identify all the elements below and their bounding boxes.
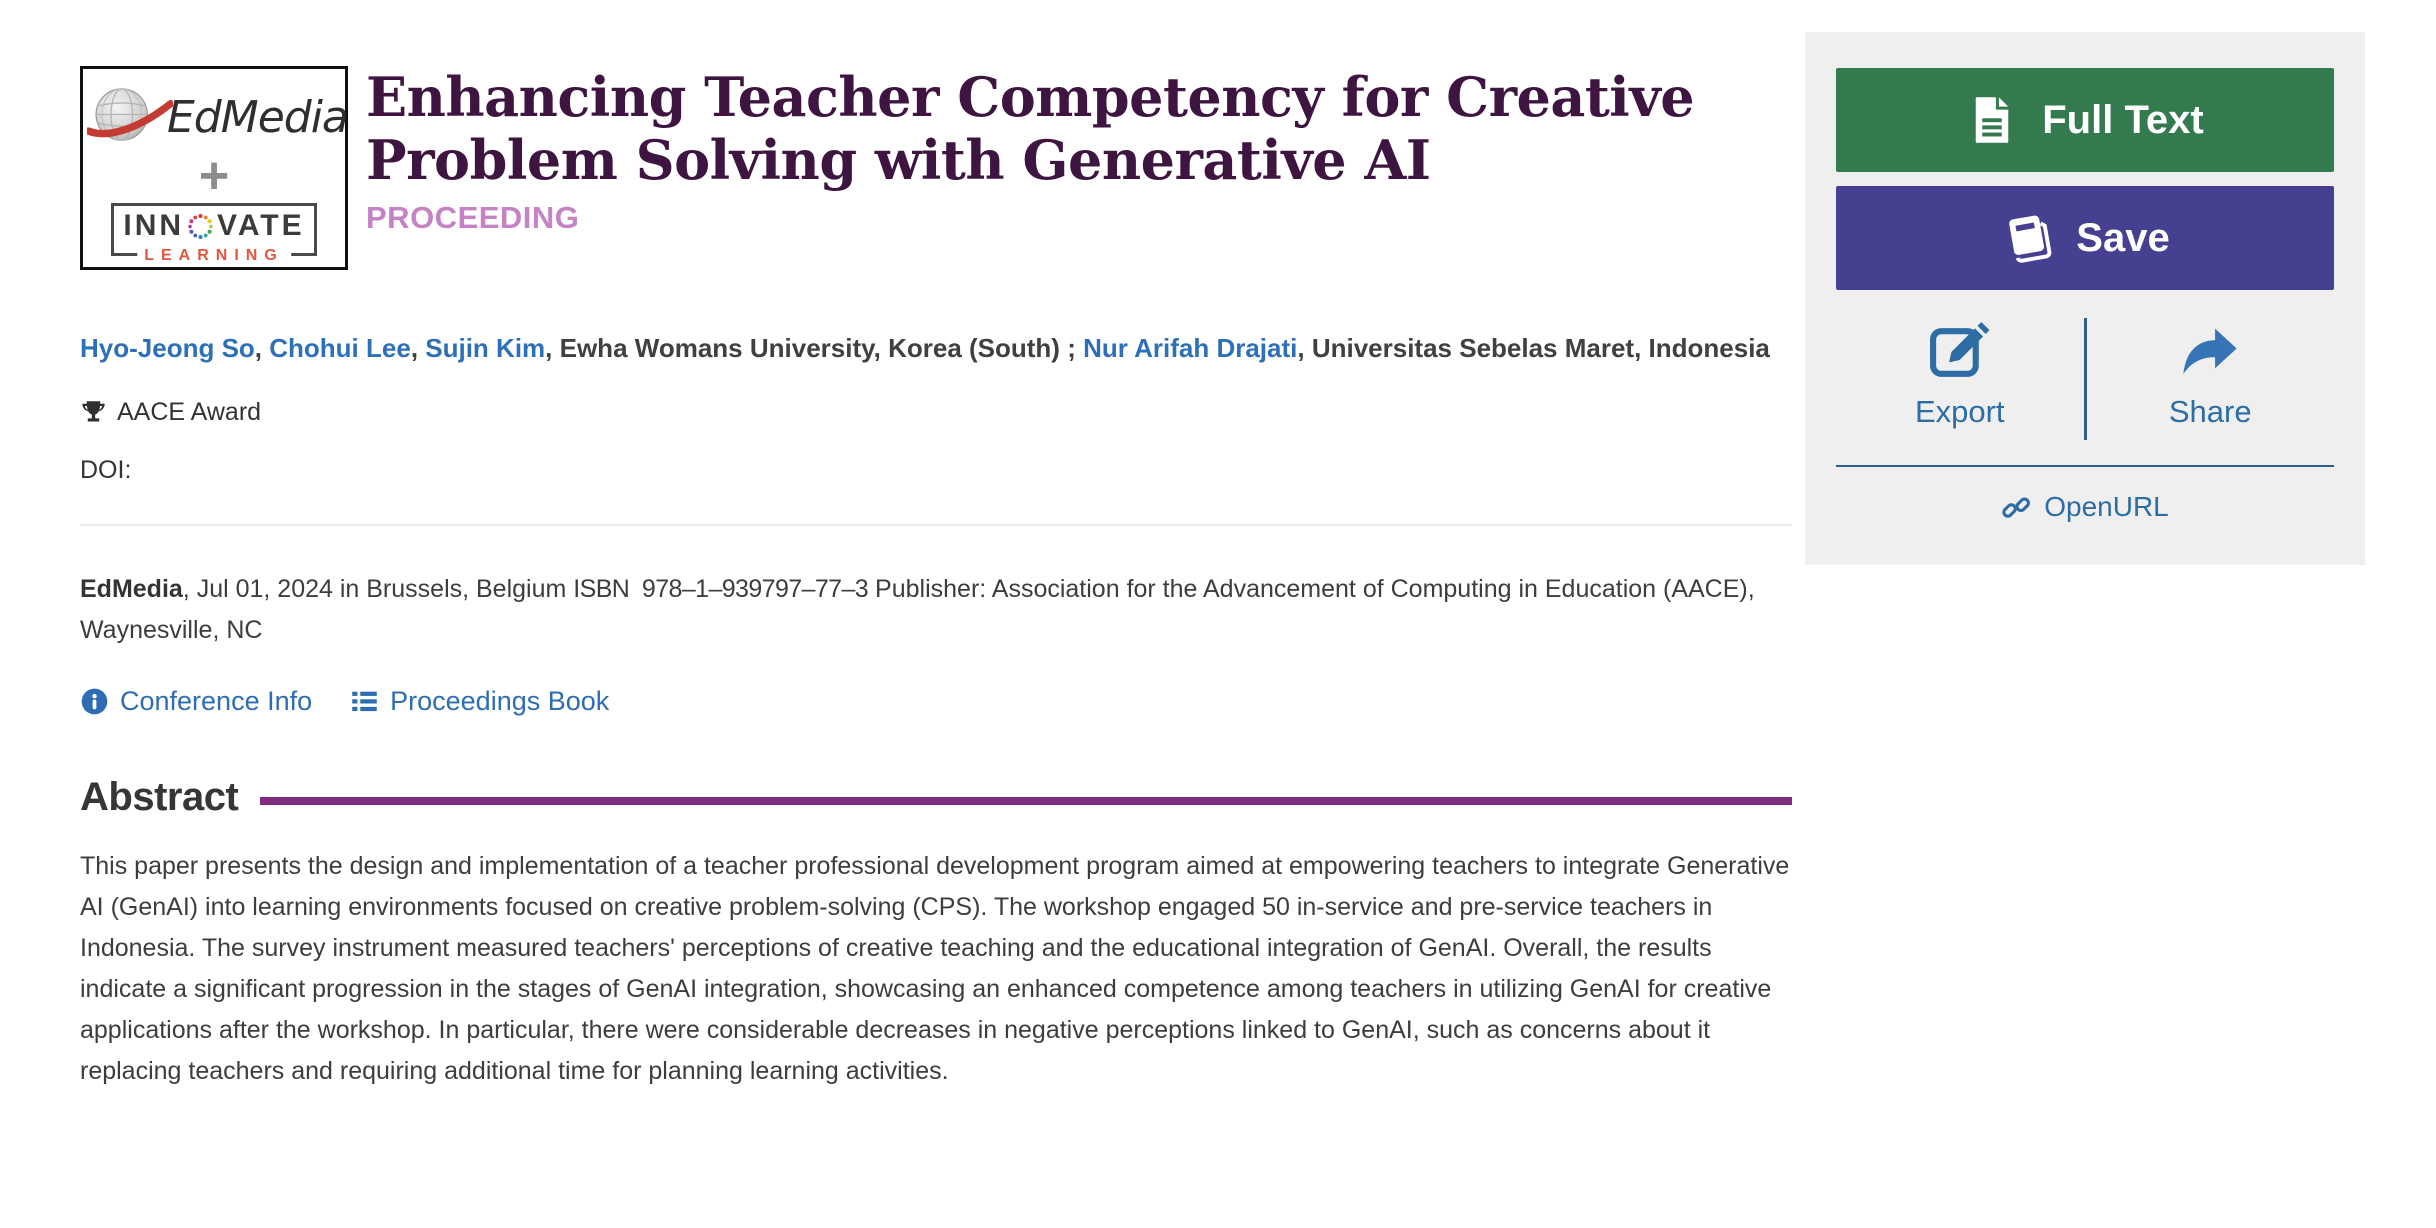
sidebar-divider xyxy=(1836,465,2334,467)
author-affiliation-1: , Ewha Womans University, Korea (South) ; xyxy=(545,333,1084,363)
full-text-label: Full Text xyxy=(2042,97,2204,142)
save-label: Save xyxy=(2076,215,2170,260)
export-label: Export xyxy=(1914,394,2005,429)
section-divider xyxy=(80,524,1792,526)
main-content xyxy=(80,66,1792,1092)
innovate-o-dots-icon xyxy=(186,212,215,241)
conference-info-label: Conference Info xyxy=(120,686,313,717)
conference-info-link[interactable] xyxy=(80,686,312,717)
share-button[interactable] xyxy=(2087,318,2335,440)
conference-name: EdMedia xyxy=(80,575,183,604)
openurl-link[interactable] xyxy=(1836,491,2334,523)
list-icon xyxy=(350,687,379,716)
title-block xyxy=(366,66,1786,236)
author-line xyxy=(80,328,1792,368)
publication-date-location: , Jul 01, 2024 in Brussels, Belgium xyxy=(182,575,574,604)
author-affiliation-2: , Universitas Sebelas Maret, Indonesia xyxy=(1297,333,1770,363)
openurl-label: OpenURL xyxy=(2044,491,2169,522)
plus-icon: + xyxy=(198,147,230,205)
edit-pencil-icon xyxy=(1927,318,1993,384)
award-row xyxy=(80,398,1792,427)
abstract-text: This paper presents the design and implementation of a teacher professional development program aimed at empowering teachers to integrate Generative AI (GenAI) into learning environments focused on creative problem-solving (CPS). The workshop engaged 50 in-service and pre-service teachers in Indonesia. The survey instrument measured teachers' perceptions of creative teaching and the educational integration of GenAI. Overall, the results indicate a significant progression in the stages of GenAI integration, showcasing an enhanced competence among teachers in utilizing GenAI for creative applications after the workshop. In particular, there were considerable decreases in negative perceptions linked to GenAI, such as concerns about it replacing teachers and requiring additional time for planning learning activities. xyxy=(80,852,1790,1086)
save-button[interactable] xyxy=(1836,186,2334,290)
share-arrow-icon xyxy=(2177,318,2243,384)
full-text-button[interactable] xyxy=(1836,68,2334,172)
related-links-row xyxy=(80,686,1792,717)
file-text-icon xyxy=(1966,94,2018,146)
edmedia-logo-text: EdMedia xyxy=(167,91,348,143)
export-button[interactable] xyxy=(1836,318,2084,440)
abstract-rule xyxy=(260,797,1792,805)
author-link-1[interactable]: Hyo-Jeong So xyxy=(80,333,255,363)
share-label: Share xyxy=(2168,394,2252,429)
author-link-3[interactable]: Sujin Kim xyxy=(425,333,546,363)
header xyxy=(80,66,1792,270)
innovate-wordmark xyxy=(123,211,304,241)
publication-info xyxy=(80,569,1792,651)
action-sidebar xyxy=(1805,32,2365,565)
innovate-left-text: INN xyxy=(123,209,185,242)
doi-label: DOI: xyxy=(80,456,132,485)
isbn: ISBN 978–1–939797–77–3 xyxy=(573,575,869,604)
author-link-4[interactable]: Nur Arifah Drajati xyxy=(1083,333,1298,363)
chain-link-icon xyxy=(2001,492,2032,523)
innovate-learning-logo xyxy=(111,203,316,264)
abstract-header xyxy=(80,775,1792,820)
author-link-2[interactable]: Chohui Lee xyxy=(269,333,411,363)
award-label: AACE Award xyxy=(117,398,262,427)
conference-logo xyxy=(80,66,348,270)
learning-label: LEARNING xyxy=(137,247,291,265)
proceedings-book-link[interactable] xyxy=(350,686,609,717)
info-circle-icon xyxy=(80,687,109,716)
page-title: Enhancing Teacher Competency for Creative Problem Solving with Generative AI xyxy=(366,65,1695,193)
trophy-icon xyxy=(80,399,107,426)
proceedings-book-label: Proceedings Book xyxy=(390,686,610,717)
globe-icon xyxy=(87,82,173,152)
author-separator: , xyxy=(410,333,426,363)
publication-type-badge: PROCEEDING xyxy=(366,200,580,236)
book-icon xyxy=(2000,212,2052,264)
author-separator: , xyxy=(254,333,270,363)
abstract-heading: Abstract xyxy=(80,775,239,820)
export-share-row xyxy=(1836,318,2334,440)
publisher-info: Publisher: Association for the Advancement of Computing in Education (AACE), Waynesville, NC xyxy=(80,575,1755,645)
innovate-right-text: VATE xyxy=(217,209,305,242)
